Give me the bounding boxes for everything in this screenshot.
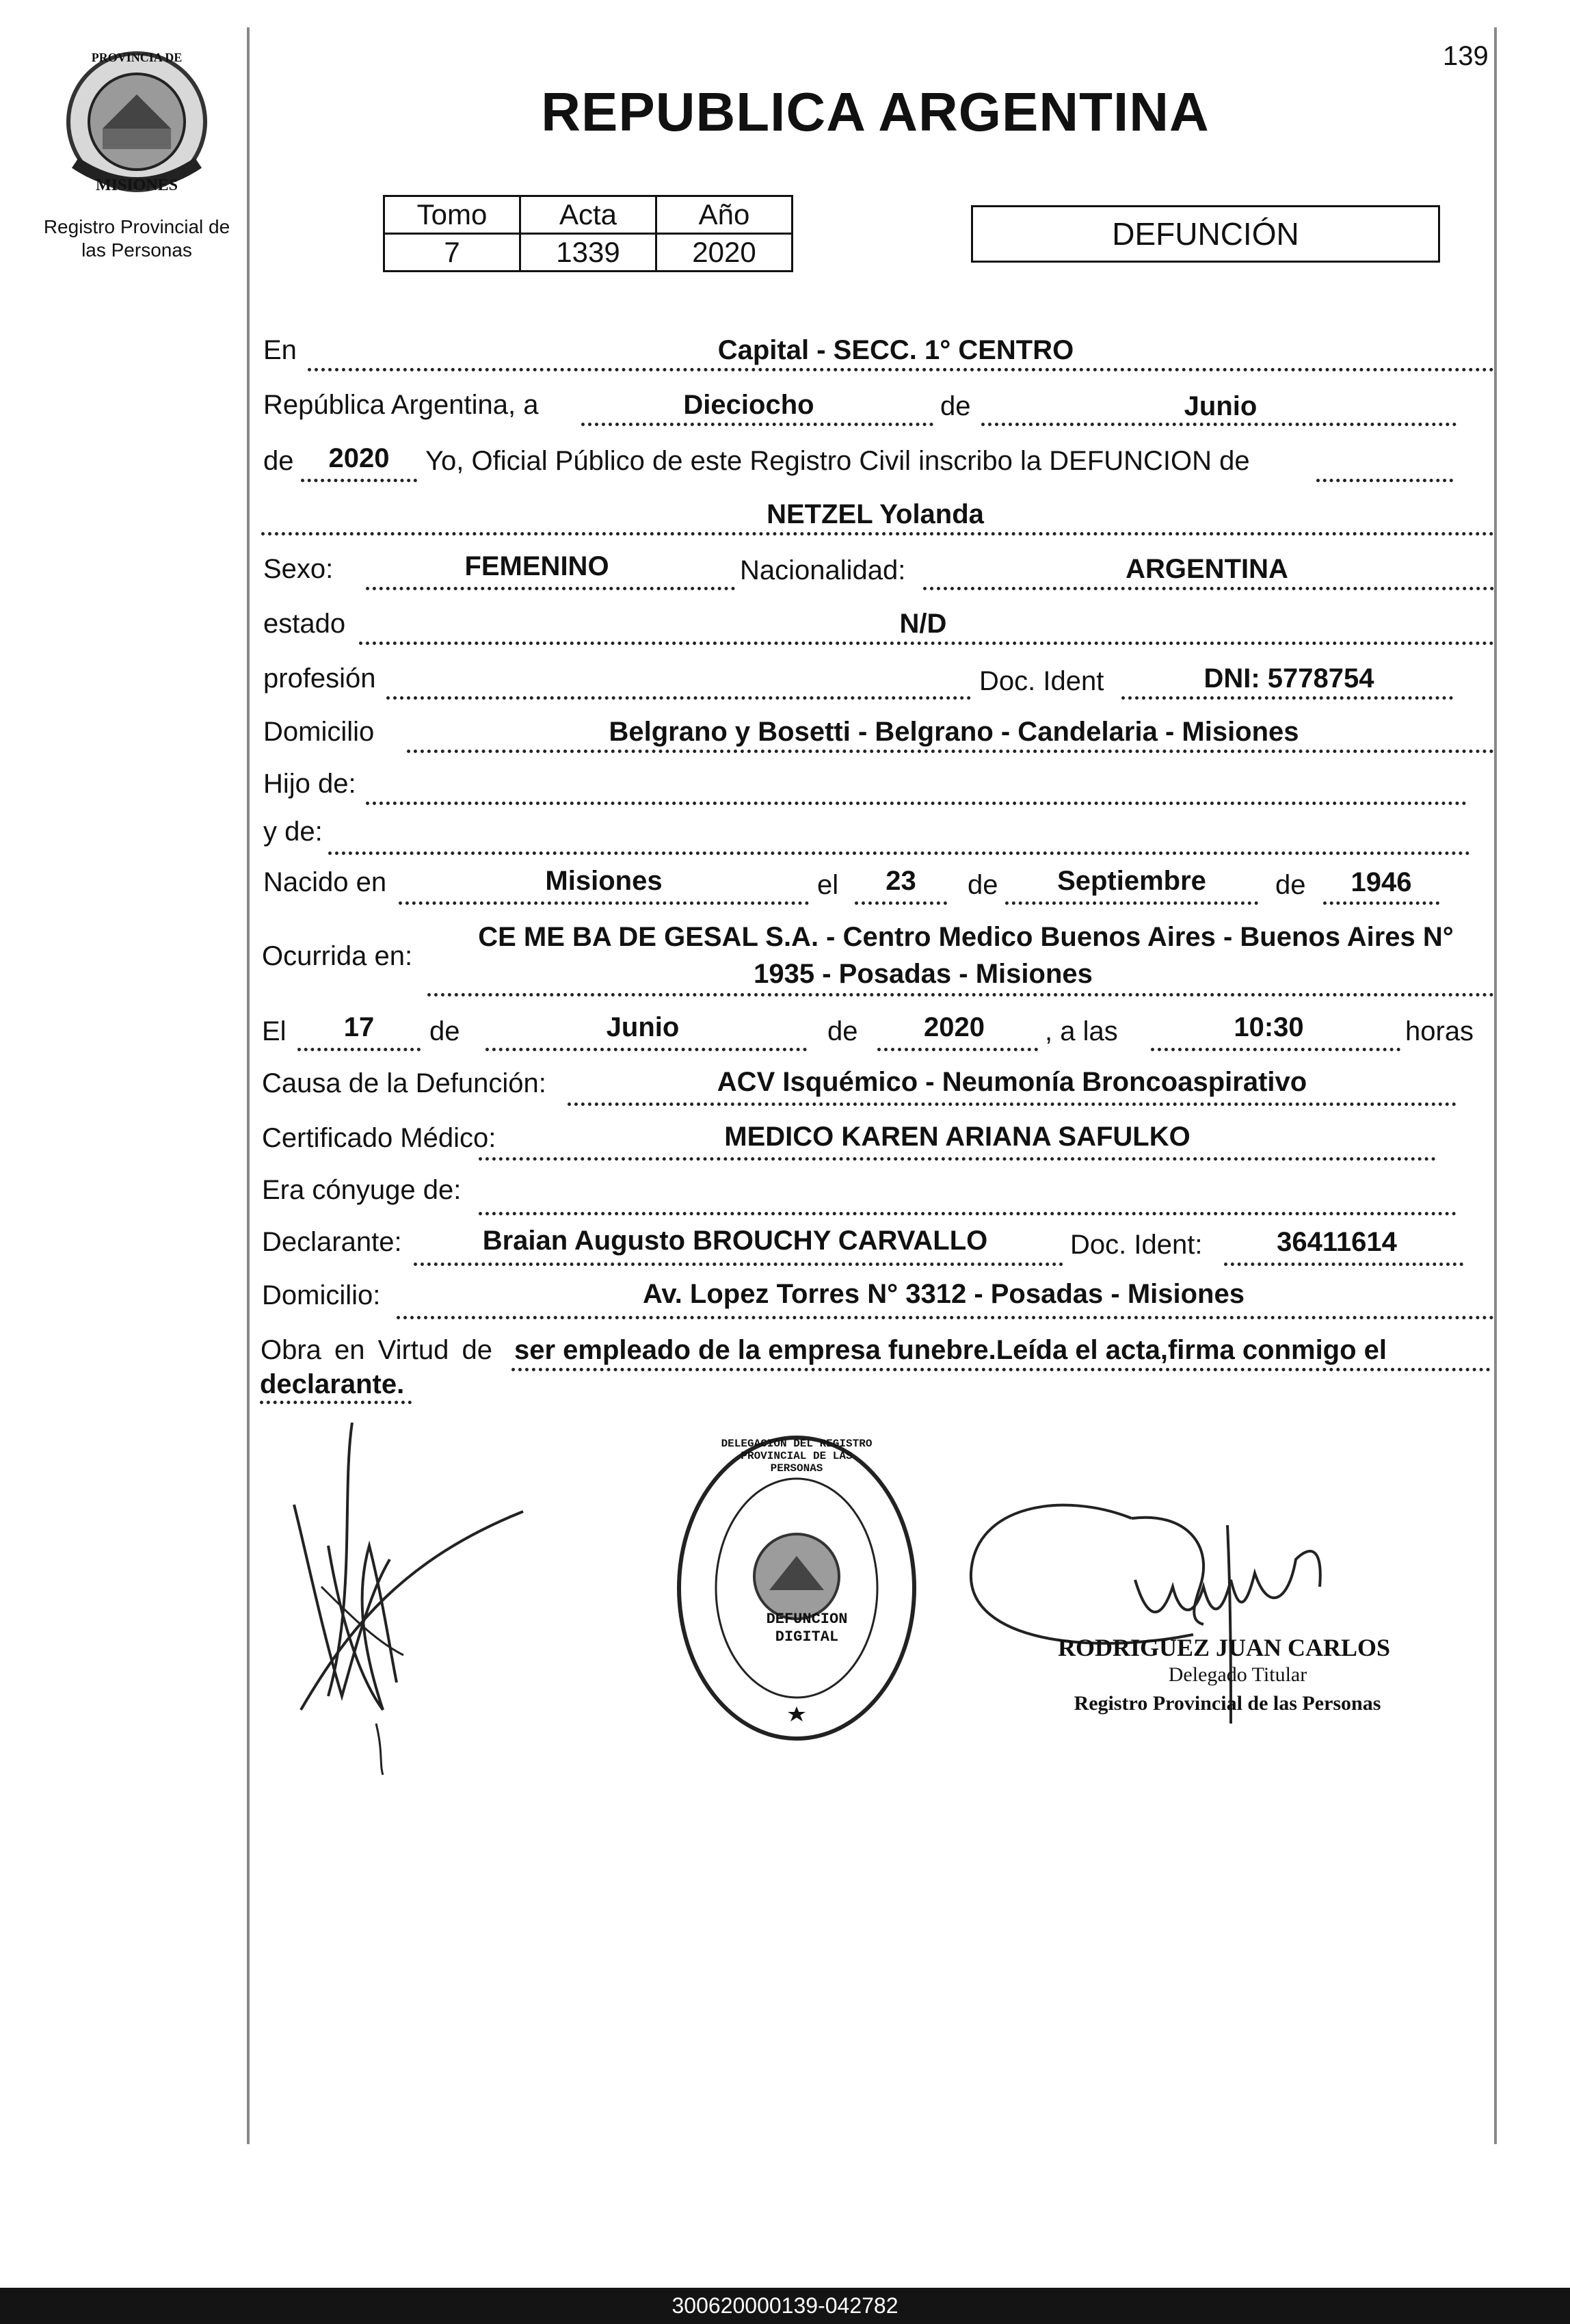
value-declarante-doc: 36411614 [1277,1227,1397,1257]
acta-value: 1339 [520,234,656,272]
dots-nac-dia [855,901,947,905]
label-sexo: Sexo: [263,554,334,584]
value-sexo: FEMENINO [464,551,609,581]
dots-domicilio [407,750,1494,753]
value-causa: ACV Isquémico - Neumonía Broncoaspirativo [717,1067,1307,1097]
dots-def-anio [877,1048,1038,1051]
value-domicilio: Belgrano y Bosetti - Belgrano - Candelaria - Misiones [609,717,1299,747]
label-doc-ident-2: Doc. Ident: [1070,1230,1203,1260]
dots-mes [981,423,1456,426]
label-horas: horas [1405,1016,1474,1046]
label-doc-ident: Doc. Ident [979,666,1104,696]
registry-name [14,215,260,262]
label-nacionalidad: Nacionalidad: [740,555,906,585]
logo-text-top: PROVINCIA DE [91,51,183,64]
label-conyuge: Era cónyuge de: [262,1175,462,1205]
dots-hijo-de [366,802,1467,805]
label-y-de: y de: [263,817,323,847]
logo-text-bottom: MISIONES [95,176,178,194]
dots-certificado [479,1157,1436,1161]
label-profesion: profesión [263,663,376,694]
footer-code: 300620000139-042782 [0,2288,1570,2324]
dots-profesion [386,696,971,700]
value-def-hora: 10:30 [1234,1012,1304,1042]
record-type-box: DEFUNCIÓN [971,205,1440,263]
official-name: RODRIGUEZ JUAN CARLOS [1057,1634,1391,1661]
dots-sexo [366,587,735,590]
tomo-acta-anio-table [383,195,793,272]
value-def-dia: 17 [343,1012,375,1042]
dots-nombre [261,532,1494,536]
province-logo [62,47,212,197]
dots-declarante-doc [1224,1263,1463,1266]
tomo-header: Tomo [384,196,520,234]
dots-def-hora [1151,1048,1400,1051]
label-a-las: , a las [1045,1016,1118,1046]
value-def-anio: 2020 [924,1012,985,1042]
label-de-3: de [968,870,998,900]
label-domicilio-2: Domicilio: [262,1280,381,1310]
value-nac-mes: Septiembre [1057,866,1206,896]
dots-nacionalidad [923,587,1494,590]
dots-declarante-domicilio [397,1316,1494,1319]
label-de-2: de [263,446,294,476]
label-de-5: de [429,1016,460,1046]
anio-value: 2020 [656,234,793,272]
label-estado: estado [263,609,346,639]
value-ocurrida-line1: CE ME BA DE GESAL S.A. - Centro Medico Buenos Aires - Buenos Aires N° [478,922,1454,952]
anio-header: Año [656,196,793,234]
value-nacionalidad: ARGENTINA [1126,554,1288,584]
dots-dni [1121,696,1453,700]
value-estado: N/D [899,609,947,639]
dots-nac-anio [1323,901,1439,905]
value-certificado: MEDICO KAREN ARIANA SAFULKO [724,1122,1190,1152]
label-yo-oficial: Yo, Oficial Público de este Registro Civil inscribo la DEFUNCION de [425,446,1250,476]
registry-name-line2: las Personas [81,239,192,261]
value-nacido-en: Misiones [545,866,663,896]
seal-inner-text: DEFUNCION DIGITAL [766,1611,848,1646]
value-obra-line2: declarante. [260,1369,405,1399]
value-lugar: Capital - SECC. 1° CENTRO [717,335,1074,365]
value-obra-line1: ser empleado de la empresa funebre.Leída el acta,firma conmigo el [514,1335,1387,1365]
value-mes: Junio [1184,391,1258,421]
official-seal [674,1433,920,1744]
dots-conyuge [479,1212,1456,1215]
dots-def-dia [297,1048,421,1051]
label-de-6: de [827,1016,858,1046]
value-def-mes: Junio [606,1012,680,1042]
dots-obra-line1 [511,1368,1491,1371]
dots-defuncion [1316,479,1453,482]
dots-nac-mes [1005,901,1258,905]
value-dni: DNI: 5778754 [1203,663,1374,694]
label-nacido-en: Nacido en [263,867,387,897]
registry-name-line1: Registro Provincial de [43,216,230,237]
value-dia-letras: Dieciocho [683,390,814,420]
dots-obra-line2 [260,1401,412,1404]
dots-causa [568,1102,1456,1106]
label-causa: Causa de la Defunción: [262,1068,546,1098]
seal-outer-text: DELEGACION DEL REGISTRO PROVINCIAL DE LAS PERSONAS [721,1438,873,1475]
label-certificado: Certificado Médico: [262,1123,496,1153]
official-role: Delegado Titular [1168,1663,1307,1686]
label-de-1: de [940,391,971,421]
label-de-4: de [1275,870,1306,900]
value-declarante: Braian Augusto BROUCHY CARVALLO [482,1226,988,1256]
label-declarante: Declarante: [262,1227,402,1257]
label-republica: República Argentina, a [263,390,539,420]
dots-anio [301,479,417,482]
label-el-cap: El [262,1016,287,1046]
page-number: 139 [1443,41,1489,71]
official-office: Registro Provincial de las Personas [1074,1692,1381,1715]
value-nac-anio: 1946 [1351,867,1412,897]
dots-declarante [414,1263,1063,1266]
left-margin-line [247,27,250,2144]
label-obra-en-virtud: Obra en Virtud de [261,1335,493,1365]
label-hijo-de: Hijo de: [263,769,356,799]
label-en: En [263,335,297,365]
right-margin-line [1494,27,1497,2144]
value-declarante-domicilio: Av. Lopez Torres N° 3312 - Posadas - Misiones [643,1279,1245,1309]
dots-y-de [328,851,1470,855]
page-title: REPUBLICA ARGENTINA [541,81,1210,142]
label-domicilio: Domicilio [263,717,375,747]
tomo-value: 7 [384,234,520,272]
acta-header: Acta [520,196,656,234]
value-nombre: NETZEL Yolanda [767,499,984,529]
dots-ocurrida [427,993,1494,996]
declarant-signature [280,1423,540,1778]
label-el: el [817,870,839,900]
dots-def-mes [485,1048,807,1051]
dots-lugar [308,368,1494,371]
dots-nacido-en [399,901,809,905]
dots-estado [359,642,1494,645]
label-ocurrida-en: Ocurrida en: [262,941,413,971]
value-anio: 2020 [328,443,390,473]
value-ocurrida-line2: 1935 - Posadas - Misiones [754,959,1093,989]
value-nac-dia: 23 [886,866,916,896]
dots-dia [581,423,933,426]
